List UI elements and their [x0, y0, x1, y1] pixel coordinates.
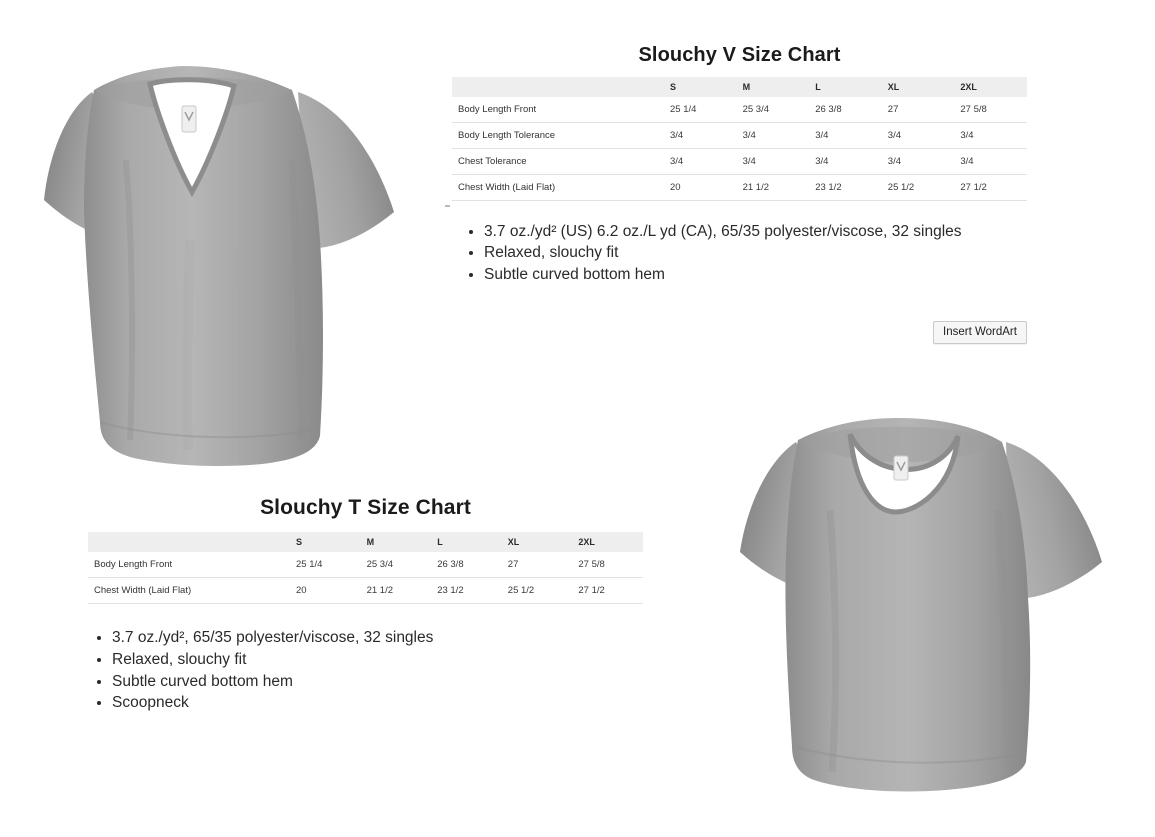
shirt-brand-tag [894, 456, 908, 480]
slouchy-t-feature-list [90, 628, 632, 715]
slouchy-v-chart-title: Slouchy V Size Chart [638, 44, 841, 66]
cell-s: 25 1/4 [664, 97, 737, 123]
cell-xl: 27 [502, 552, 573, 578]
column-header-l: L [431, 532, 502, 552]
table-row [452, 97, 1027, 123]
cell-l: 3/4 [809, 123, 882, 149]
slouchy-t-chart-title: Slouchy T Size Chart [260, 496, 471, 519]
cell-xl: 3/4 [882, 123, 955, 149]
cell-2xl: 27 5/8 [572, 552, 643, 578]
slouchy-t-shirt-svg [730, 400, 1130, 810]
table-header-row [88, 532, 643, 552]
row-label: Chest Width (Laid Flat) [88, 578, 290, 604]
cell-l: 23 1/2 [809, 175, 882, 201]
table-row [452, 149, 1027, 175]
table-row [88, 578, 643, 604]
cell-m: 25 3/4 [737, 97, 810, 123]
row-label: Chest Tolerance [452, 149, 664, 175]
list-item: • Subtle curved bottom hem [112, 672, 632, 693]
cell-s: 20 [290, 578, 361, 604]
slouchy-v-table [452, 77, 1027, 201]
slouchy-v-size-chart [452, 44, 1027, 201]
list-item: • Relaxed, slouchy fit [112, 650, 632, 671]
list-item: • 3.7 oz./yd² (US) 6.2 oz./L yd (CA), 65/35 polyester/viscose, 32 singles [484, 222, 1014, 242]
cell-m: 3/4 [737, 149, 810, 175]
column-header-l: L [809, 77, 882, 97]
column-header-s: S [290, 532, 361, 552]
cell-2xl: 27 1/2 [954, 175, 1027, 201]
row-label: Chest Width (Laid Flat) [452, 175, 664, 201]
cell-s: 25 1/4 [290, 552, 361, 578]
column-header-2xl: 2XL [954, 77, 1027, 97]
table-row [452, 175, 1027, 201]
list-item: • 3.7 oz./yd², 65/35 polyester/viscose, 32 singles [112, 628, 632, 649]
cell-s: 20 [664, 175, 737, 201]
column-header-xl: XL [502, 532, 573, 552]
row-label: Body Length Front [452, 97, 664, 123]
insert-wordart-button[interactable]: Insert WordArt [933, 321, 1027, 344]
list-item: • Subtle curved bottom hem [484, 265, 1014, 285]
column-header-m: M [737, 77, 810, 97]
cell-xl: 3/4 [882, 149, 955, 175]
row-label: Body Length Tolerance [452, 123, 664, 149]
slouchy-t-table [88, 532, 643, 604]
cell-m: 21 1/2 [361, 578, 432, 604]
cell-2xl: 27 1/2 [572, 578, 643, 604]
column-header-m: M [361, 532, 432, 552]
table-row [88, 552, 643, 578]
row-label: Body Length Front [88, 552, 290, 578]
cell-2xl: 27 5/8 [954, 97, 1027, 123]
cell-l: 26 3/8 [809, 97, 882, 123]
list-item: • Relaxed, slouchy fit [484, 243, 1014, 263]
cell-xl: 25 1/2 [882, 175, 955, 201]
slouchy-v-shirt-svg [30, 40, 430, 490]
cell-l: 23 1/2 [431, 578, 502, 604]
stray-mark [445, 205, 450, 207]
cell-xl: 25 1/2 [502, 578, 573, 604]
slouchy-t-size-chart [88, 496, 643, 604]
column-header-xl: XL [882, 77, 955, 97]
cell-xl: 27 [882, 97, 955, 123]
cell-m: 25 3/4 [361, 552, 432, 578]
column-header-measure [88, 532, 290, 552]
cell-s: 3/4 [664, 149, 737, 175]
cell-2xl: 3/4 [954, 123, 1027, 149]
slouchy-v-shirt-image [30, 40, 430, 490]
table-header-row [452, 77, 1027, 97]
cell-l: 3/4 [809, 149, 882, 175]
column-header-2xl: 2XL [572, 532, 643, 552]
list-item: • Scoopneck [112, 693, 632, 714]
cell-m: 21 1/2 [737, 175, 810, 201]
table-row [452, 123, 1027, 149]
slouchy-v-feature-list [462, 222, 1014, 286]
cell-s: 3/4 [664, 123, 737, 149]
cell-l: 26 3/8 [431, 552, 502, 578]
column-header-measure [452, 77, 664, 97]
slouchy-t-shirt-image [730, 400, 1130, 810]
cell-m: 3/4 [737, 123, 810, 149]
cell-2xl: 3/4 [954, 149, 1027, 175]
column-header-s: S [664, 77, 737, 97]
